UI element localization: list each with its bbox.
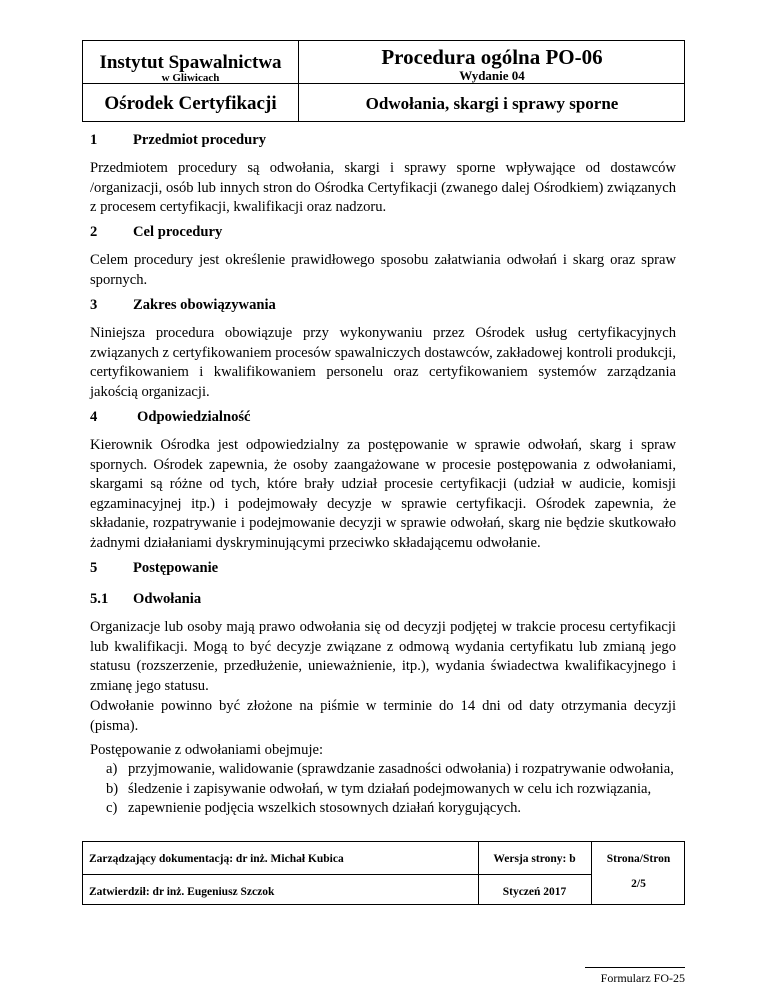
section-5-1-number: 5.1 [90,591,109,607]
section-1-number: 1 [90,132,98,148]
list-marker: b) [106,780,119,797]
institute-city: w Gliwicach [161,72,220,84]
section-4-title: Odpowiedzialność [137,409,251,425]
edition: Wydanie 04 [459,68,525,83]
doc-manager: Zarządzający dokumentacją: dr inż. Michał Kubica [89,853,344,865]
page-label: Strona/Stron [606,853,671,865]
list-item [90,760,676,780]
list-item-text: zapewnienie podjęcia wszelkich stosownych działań korygujących. [128,800,522,816]
section-1-text: Przedmiotem procedury są odwołania, skargi i sprawy sporne wpływające od dostawców /organizacji, osób lub innych stron do Ośrodka Certyfikacji (zwanego dalej Ośrodkiem) związanych z procesem certyfikacji, kwalifikacji oraz nadzoru. [90,160,676,215]
center-name: Ośrodek Certyfikacji [104,93,277,114]
form-id-rule [585,967,685,968]
page-version: Wersja strony: b [493,853,576,865]
list-marker: c) [106,800,118,816]
list-marker: a) [106,761,118,777]
list-item-text: przyjmowanie, walidowanie (sprawdzanie zasadności odwołania) i rozpatrywanie odwołania, [128,761,674,777]
section-2-text: Celem procedury jest określenie prawidłowego sposobu załatwiania odwołań i skarg oraz spraw spornych. [90,252,676,288]
section-3-text: Niniejsza procedura obowiązuje przy wykonywaniu przez Ośrodek usług certyfikacyjnych związanych z certyfikowaniem procesów spawalniczych dostawców, zakładowej kontroli produkcji, certyfikowaniem i kwalifikowaniem personelu oraz certyfikowaniem systemów zarządzania jakością organizacji. [90,325,676,400]
section-5-1-paragraph-3: Postępowanie z odwołaniami obejmuje: [90,742,324,758]
section-5-1-paragraph-1: Organizacje lub osoby mają prawo odwołania się od decyzji podjętej w trakcie procesu certyfikacji lub kwalifikacji. Mogą to być decyzje związane z odmową wydania certyfikatu lub zmianą jego statusu (rozszerzenie, przedłużenie, unieważnienie, itp.), wydania świadectwa kwalifikacyjnego i zmianę jego statusu. [90,619,676,694]
procedure-list [90,760,676,819]
institute-name: Instytut Spawalnictwa [99,52,282,73]
section-2-title: Cel procedury [133,224,223,240]
section-3-number: 3 [90,297,98,313]
section-5-title: Postępowanie [133,560,219,576]
procedure-subject: Odwołania, skargi i sprawy sporne [365,94,619,113]
list-item [90,799,676,819]
section-5-number: 5 [90,560,98,576]
section-3-title: Zakres obowiązywania [133,297,276,313]
form-id: Formularz FO-25 [600,971,685,985]
procedure-title: Procedura ogólna PO-06 [381,45,603,69]
list-item [90,780,676,800]
document-header [82,40,685,122]
issue-date: Styczeń 2017 [502,886,567,898]
section-4-text: Kierownik Ośrodka jest odpowiedzialny za postępowanie w sprawie odwołań, skarg i spraw spornych. Ośrodek zapewnia, że osoby zaangażowane w procesie postępowania z odwołaniami, skargami są różne od tych, które brały udział procesie certyfikacji (udział w audicie, komisji egzaminacyjnej itp.) i podejmowały decyzje w sprawie certyfikacji. Ośrodek zapewnia, że składanie, rozpatrywanie i podejmowanie decyzji w sprawie odwołań, skarg nie będzie skutkowało żadnymi działaniami dyskryminującymi przeciwko składającemu odwołanie. [90,437,676,551]
section-1-title: Przedmiot procedury [133,132,267,148]
document-footer [82,841,685,905]
section-2-number: 2 [90,224,98,240]
list-item-text: śledzenie i zapisywanie odwołań, w tym działań podejmowanych w celu ich rozwiązania, [128,780,652,797]
page-number: 2/5 [631,878,646,890]
section-5-1-title: Odwołania [133,591,202,607]
section-4-number: 4 [90,409,98,425]
section-5-1-paragraph-2: Odwołanie powinno być złożone na piśmie w terminie do 14 dni od daty otrzymania decyzji (pisma). [90,698,676,734]
approved-by: Zatwierdził: dr inż. Eugeniusz Szczok [89,886,275,898]
